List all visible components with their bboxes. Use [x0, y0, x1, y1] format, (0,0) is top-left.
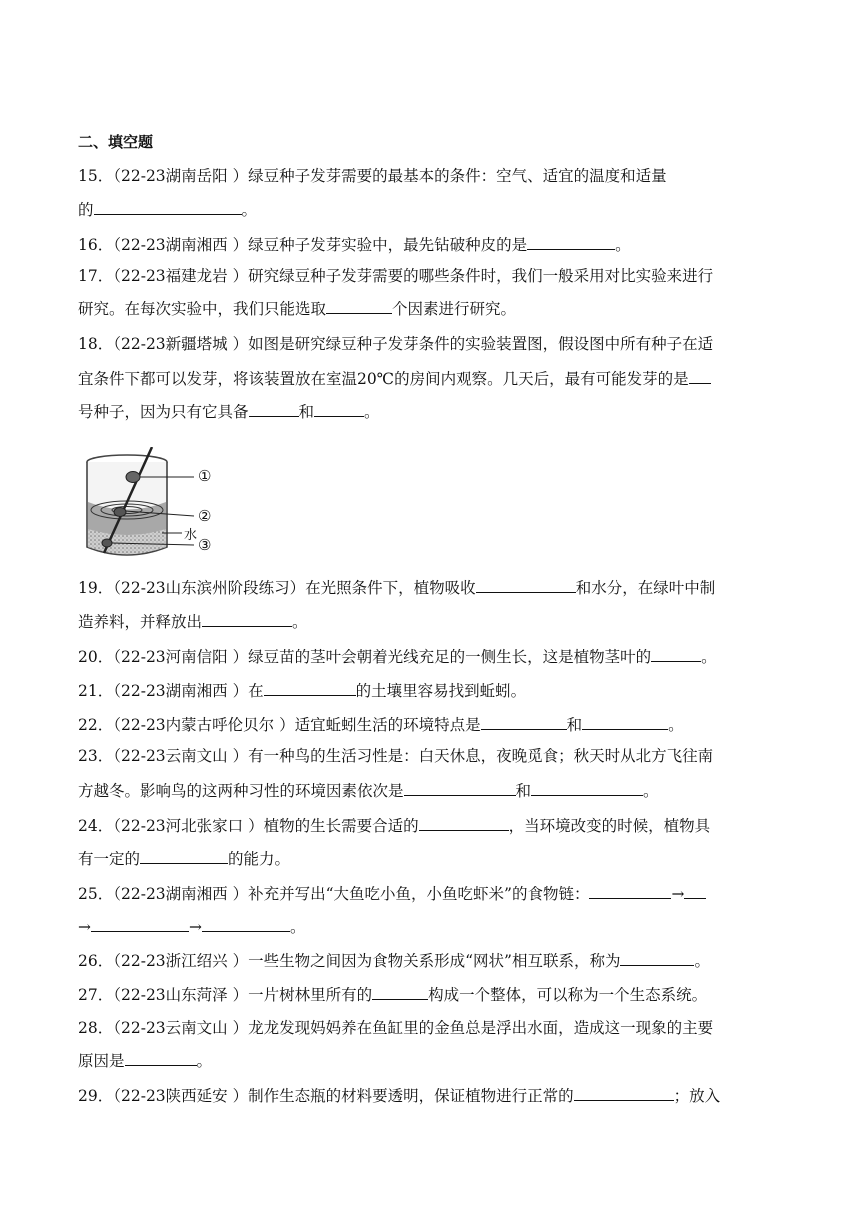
- question-text: 研究。在每次实验中，我们只能选取: [78, 300, 327, 318]
- question-text: 造养料，并释放出: [78, 613, 203, 631]
- question-20: [78, 646, 790, 667]
- question-27: [78, 984, 790, 1005]
- question-number: 28．: [78, 1019, 114, 1037]
- question-text: 。: [196, 1052, 213, 1070]
- answer-blank[interactable]: [531, 780, 643, 796]
- question-text: 构成一个整体，可以称为一个生态系统。: [428, 986, 708, 1004]
- answer-blank[interactable]: [249, 401, 299, 417]
- answer-blank[interactable]: [326, 298, 392, 314]
- question-source: （22-23云南文山 ）: [113, 1019, 249, 1037]
- answer-blank[interactable]: [314, 401, 364, 417]
- answer-blank[interactable]: [202, 916, 290, 932]
- question-18: [78, 334, 790, 354]
- question-text: 的土壤里容易找到蚯蚓。: [355, 682, 527, 700]
- question-17: [78, 266, 790, 286]
- question-22: [78, 714, 790, 735]
- answer-blank[interactable]: [620, 950, 694, 966]
- answer-blank[interactable]: [94, 199, 242, 215]
- question-source: （22-23新疆塔城 ）: [113, 335, 249, 353]
- answer-blank[interactable]: [589, 883, 671, 899]
- answer-blank[interactable]: [574, 1085, 674, 1101]
- answer-blank[interactable]: [527, 234, 615, 250]
- question-source: （22-23浙江绍兴 ）: [113, 952, 249, 970]
- question-text: 。: [241, 201, 258, 219]
- answer-blank[interactable]: [404, 780, 516, 796]
- answer-blank[interactable]: [202, 611, 292, 627]
- label-water: 水: [184, 528, 198, 543]
- question-number: 16．: [78, 236, 114, 254]
- question-28: [78, 1018, 790, 1038]
- question-16: [78, 234, 790, 255]
- question-number: 26．: [78, 952, 114, 970]
- question-text: 和: [566, 716, 583, 734]
- question-number: 17．: [78, 267, 114, 285]
- question-number: 20．: [78, 648, 114, 666]
- answer-blank[interactable]: [140, 848, 228, 864]
- question-number: 27．: [78, 986, 114, 1004]
- question-source: （22-23陕西延安 ）: [113, 1087, 249, 1105]
- question-26: [78, 950, 790, 971]
- question-text: 植物的生长需要合适的: [263, 817, 419, 835]
- question-text: 补充并写出“大鱼吃小鱼，小鱼吃虾米”的食物链：: [248, 885, 590, 903]
- question-source: （22-23云南文山 ）: [113, 747, 249, 765]
- question-text: ，当环境改变的时候，植物具: [508, 817, 711, 835]
- arrow: →: [78, 918, 91, 936]
- question-text: 绿豆苗的茎叶会朝着光线充足的一侧生长，这是植物茎叶的: [248, 648, 652, 666]
- question-text: 一些生物之间因为食物关系形成“网状”相互联系，称为: [248, 952, 621, 970]
- question-text: 的: [78, 201, 94, 219]
- question-text: 。: [292, 613, 308, 631]
- answer-blank[interactable]: [264, 680, 356, 696]
- answer-blank[interactable]: [476, 577, 576, 593]
- question-18-line3: [78, 401, 790, 422]
- question-source: （22-23福建龙岩 ）: [113, 267, 249, 285]
- question-text: 在: [248, 682, 264, 700]
- question-source: （22-23湖南湘西 ）: [113, 885, 249, 903]
- question-number: 18．: [78, 335, 114, 353]
- answer-blank[interactable]: [372, 984, 428, 1000]
- label-seed-3: ③: [198, 536, 212, 554]
- answer-blank[interactable]: [481, 714, 567, 730]
- question-number: 19．: [78, 579, 114, 597]
- arrow: →: [671, 885, 685, 903]
- experiment-figure: [82, 447, 232, 563]
- question-text: 在光照条件下，植物吸收: [305, 579, 476, 597]
- question-text: 和: [515, 782, 532, 800]
- answer-blank[interactable]: [689, 368, 711, 384]
- answer-blank[interactable]: [651, 646, 701, 662]
- question-23-line2: [78, 780, 790, 801]
- question-text: 原因是: [78, 1052, 125, 1070]
- question-source: （22-23湖南岳阳 ）: [113, 167, 249, 185]
- question-source: （22-23山东菏泽 ）: [113, 986, 249, 1004]
- question-number: 15．: [78, 167, 114, 185]
- question-15-line2: [78, 199, 790, 220]
- question-text: 适宜蚯蚓生活的环境特点是: [294, 716, 481, 734]
- question-24: [78, 815, 790, 836]
- answer-blank[interactable]: [419, 815, 509, 831]
- question-text: 。: [643, 782, 659, 800]
- question-text: 绿豆种子发芽需要的最基本的条件：空气、适宜的温度和适量: [248, 167, 667, 185]
- question-text: 宜条件下都可以发芽，将该装置放在室温20℃的房间内观察。几天后，最有可能发芽的是: [78, 370, 689, 388]
- question-28-line2: [78, 1050, 790, 1071]
- question-number: 23．: [78, 747, 114, 765]
- question-text: 。: [615, 236, 631, 254]
- question-text: 一片树林里所有的: [248, 986, 373, 1004]
- question-source: （22-23内蒙古呼伦贝尔 ）: [113, 716, 295, 734]
- question-text: 研究绿豆种子发芽需要的哪些条件时，我们一般采用对比实验来进行: [248, 267, 714, 285]
- label-seed-2: ②: [198, 507, 212, 525]
- question-17-line2: [78, 298, 790, 319]
- question-text: 。: [694, 952, 710, 970]
- answer-blank[interactable]: [91, 916, 189, 932]
- question-24-line2: [78, 848, 790, 869]
- question-text: 。: [668, 716, 684, 734]
- question-source: （22-23湖南湘西 ）: [113, 236, 249, 254]
- question-29: [78, 1085, 790, 1106]
- question-number: 24．: [78, 817, 114, 835]
- answer-blank[interactable]: [582, 714, 668, 730]
- question-18-line2: [78, 368, 790, 389]
- question-text: 个因素进行研究。: [392, 300, 517, 318]
- question-19-line2: [78, 611, 790, 632]
- question-text: 绿豆种子发芽实验中，最先钻破种皮的是: [248, 236, 528, 254]
- answer-blank[interactable]: [684, 883, 706, 899]
- question-number: 22．: [78, 716, 114, 734]
- question-text: 。: [364, 403, 380, 421]
- question-source: （22-23山东滨州阶段练习）: [113, 579, 306, 597]
- question-text: ；放入: [673, 1087, 721, 1105]
- question-text: 制作生态瓶的材料要透明，保证植物进行正常的: [248, 1087, 574, 1105]
- question-19: [78, 577, 790, 598]
- question-text: 号种子，因为只有它具备: [78, 403, 249, 421]
- question-25: [78, 883, 790, 904]
- question-source: （22-23湖南湘西 ）: [113, 682, 249, 700]
- question-text: 龙龙发现妈妈养在鱼缸里的金鱼总是浮出水面，造成这一现象的主要: [248, 1019, 714, 1037]
- label-seed-1: ①: [198, 467, 212, 485]
- question-21: [78, 680, 790, 701]
- question-text: 。: [701, 648, 717, 666]
- question-text: 和: [298, 403, 315, 421]
- question-source: （22-23河南信阳 ）: [113, 648, 249, 666]
- question-text: 和水分，在绿叶中制: [575, 579, 716, 597]
- question-text: 有一定的: [78, 850, 141, 868]
- question-text: 有一种鸟的生活习性是：白天休息，夜晚觅食；秋天时从北方飞往南: [248, 747, 714, 765]
- question-number: 29．: [78, 1087, 114, 1105]
- arrow: →: [189, 918, 202, 936]
- question-text: 的能力。: [228, 850, 291, 868]
- question-number: 21．: [78, 682, 114, 700]
- question-25-line2: → → 。: [78, 918, 306, 936]
- question-text: 如图是研究绿豆种子发芽条件的实验装置图，假设图中所有种子在适: [248, 335, 714, 353]
- question-source: （22-23河北张家口 ）: [113, 817, 264, 835]
- question-number: 25．: [78, 885, 114, 903]
- answer-blank[interactable]: [125, 1050, 197, 1066]
- question-text: 方越冬。影响鸟的这两种习性的环境因素依次是: [78, 782, 404, 800]
- section-title: 二、填空题: [78, 133, 154, 151]
- question-15: [78, 166, 790, 186]
- question-23: [78, 746, 790, 766]
